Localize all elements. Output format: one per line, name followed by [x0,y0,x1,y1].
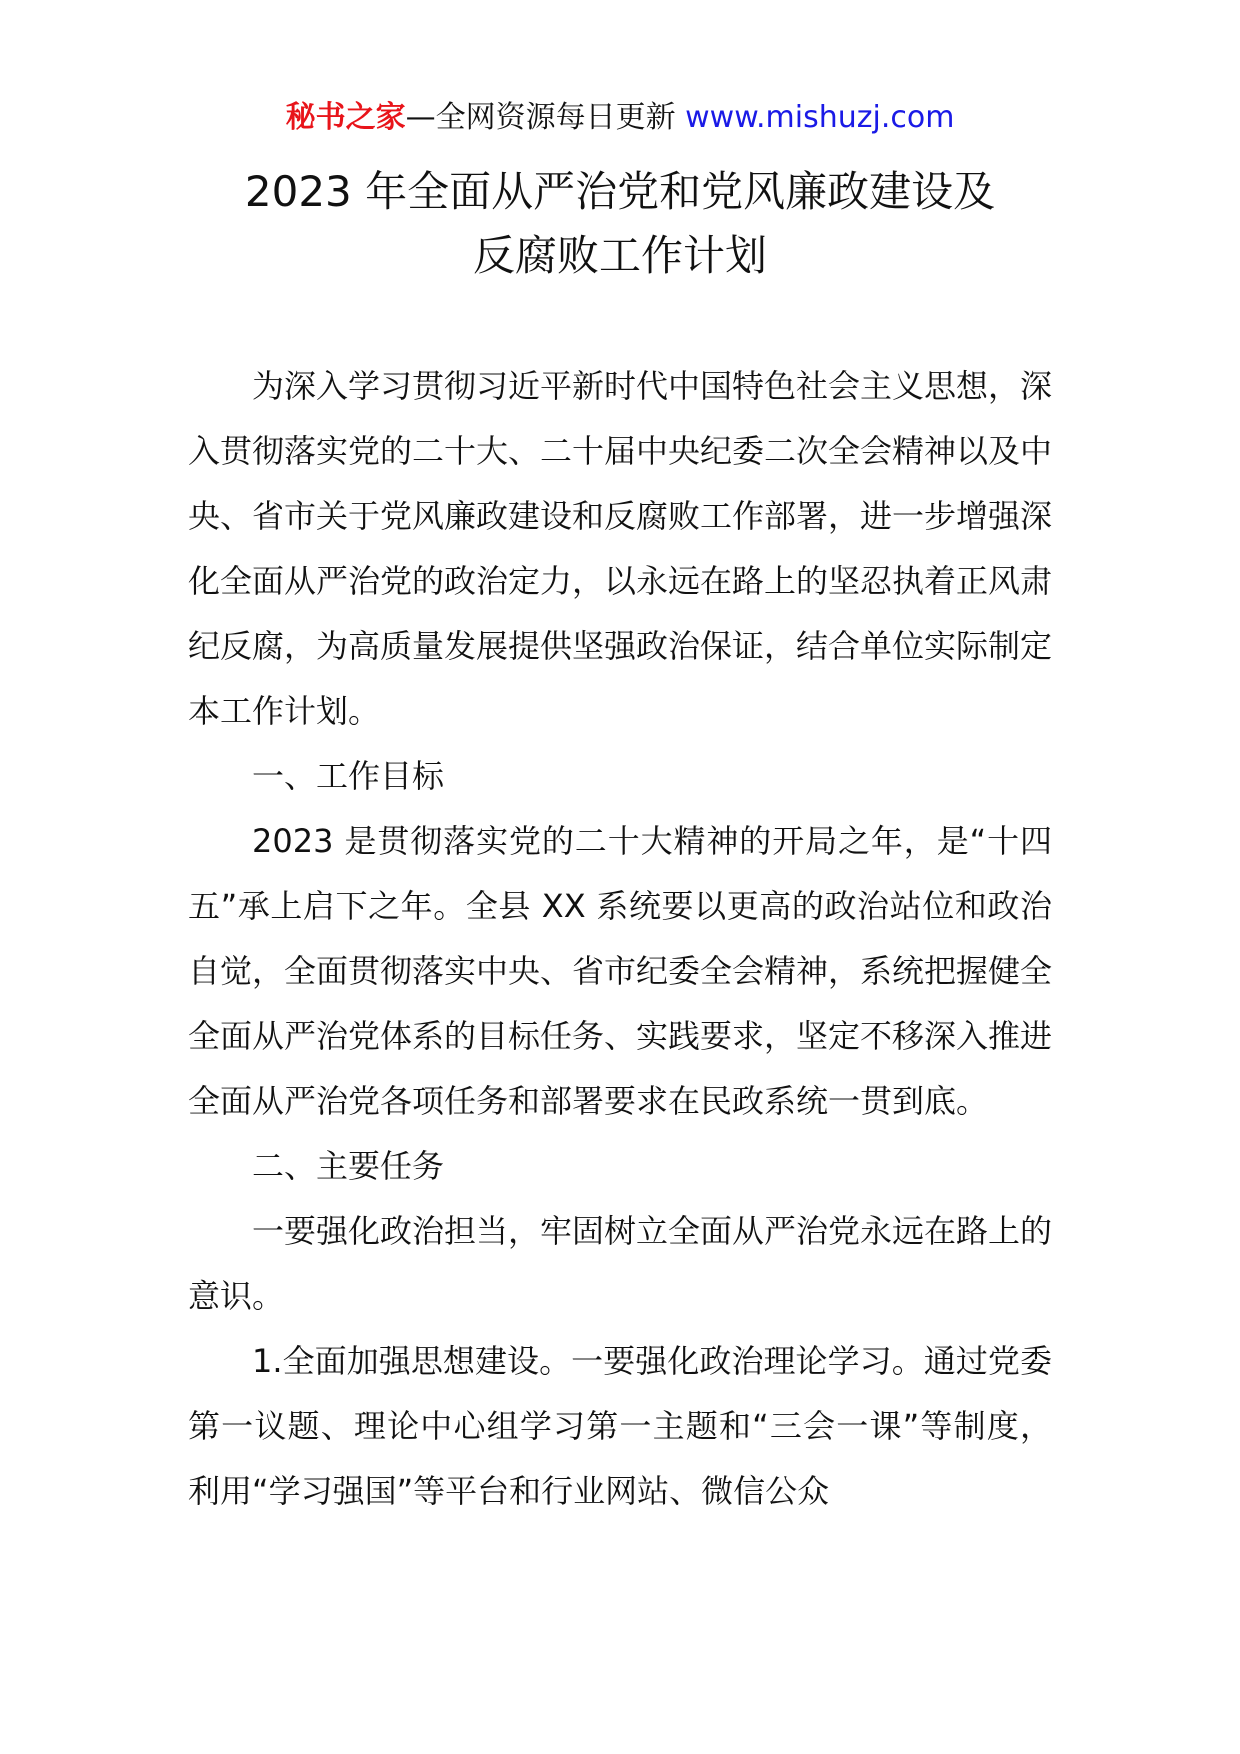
intro-paragraph: 为深入学习贯彻习近平新时代中国特色社会主义思想，深入贯彻落实党的二十大、二十届中央纪委二次全会精神以及中央、省市关于党风廉政建设和反腐败工作部署，进一步增强深化全面从严治党的政治定力，以永远在路上的坚忍执着正风肃纪反腐，为高质量发展提供坚强政治保证，结合单位实际制定本工作计划。 [188,367,1053,730]
site-header [0,96,1240,140]
brand-name: 秘书之家 [285,100,406,135]
site-url-link[interactable]: www.mishuzj.com [685,100,955,135]
task-item-1-paragraph: 1.全面加强思想建设。一要强化政治理论学习。通过党委第一议题、理论中心组学习第一主题和“三会一课”等制度，利用“学习强国”等平台和行业网站、微信公众 [188,1342,1052,1510]
task-1-paragraph: 一要强化政治担当，牢固树立全面从严治党永远在路上的意识。 [188,1212,1053,1315]
document-body [188,354,1052,1524]
goals-paragraph: 2023 是贯彻落实党的二十大精神的开局之年，是“十四五”承上启下之年。全县 XX 系统要以更高的政治站位和政治自觉，全面贯彻落实中央、省市纪委全会精神，系统把握健全全面从严治党体系的目标任务、实践要求，坚定不移深入推进全面从严治党各项任务和部署要求在民政系统一贯到底。 [188,822,1053,1120]
section-heading-goals: 一、工作目标 [252,757,445,795]
section-heading-tasks: 二、主要任务 [252,1147,445,1185]
title-line-1: 2023 年全面从严治党和党风廉政建设及 [244,167,996,216]
document-title [0,160,1240,288]
header-slogan: —全网资源每日更新 [405,100,676,135]
title-line-2: 反腐败工作计划 [472,231,767,280]
